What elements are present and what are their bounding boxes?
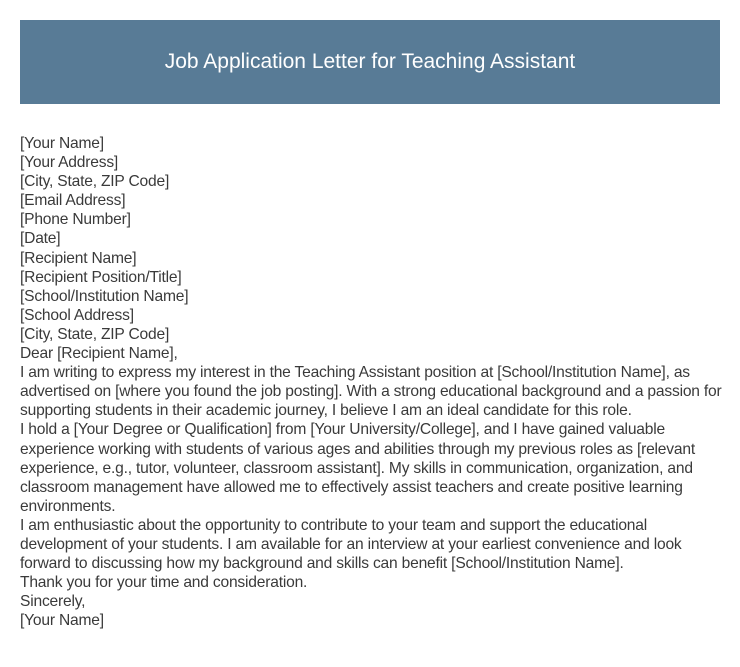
page-title: Job Application Letter for Teaching Assistant (164, 50, 576, 73)
salutation: Dear [Recipient Name], (20, 345, 178, 363)
recipient-position: [Recipient Position/Title] (20, 268, 182, 286)
sender-phone: [Phone Number] (20, 211, 131, 229)
signature-name: [Your Name] (20, 612, 104, 630)
recipient-institution: [School/Institution Name] (20, 287, 189, 305)
letter-date: [Date] (20, 230, 61, 248)
sender-email: [Email Address] (20, 192, 126, 210)
recipient-city-state-zip: [City, State, ZIP Code] (20, 325, 170, 343)
sign-off: Sincerely, (20, 593, 86, 611)
paragraph-qualifications: I hold a [Your Degree or Qualification] from [Your University/College], and I have gained valuable experience working with students of various ages and abilities through my previous roles as [relevant experience, e.g., tutor, volunteer, classroom assistant]. My skills in communication, organization, and classroom management have allowed me to effectively assist teachers and create positive learning environments. (20, 421, 695, 515)
recipient-name: [Recipient Name] (20, 249, 137, 267)
sender-city-state-zip: [City, State, ZIP Code] (20, 173, 170, 191)
recipient-address: [School Address] (20, 306, 134, 324)
paragraph-closing: I am enthusiastic about the opportunity to contribute to your team and support the educational development of your students. I am available for an interview at your earliest convenience and look forward to discussing how my background and skills can benefit [School/Institution Name]. (20, 516, 682, 573)
sender-name: [Your Name] (20, 135, 104, 152)
thank-you-line: Thank you for your time and consideration. (20, 574, 308, 592)
paragraph-intro: I am writing to express my interest in the Teaching Assistant position at [School/Institution Name], as advertised on [where you found the job posting]. With a strong educational background and a passion for supporting students in their academic journey, I believe I am an ideal candidate for this role. (20, 364, 722, 420)
sender-address: [Your Address] (20, 154, 119, 172)
letter-body (20, 134, 722, 630)
page-header (20, 20, 720, 104)
